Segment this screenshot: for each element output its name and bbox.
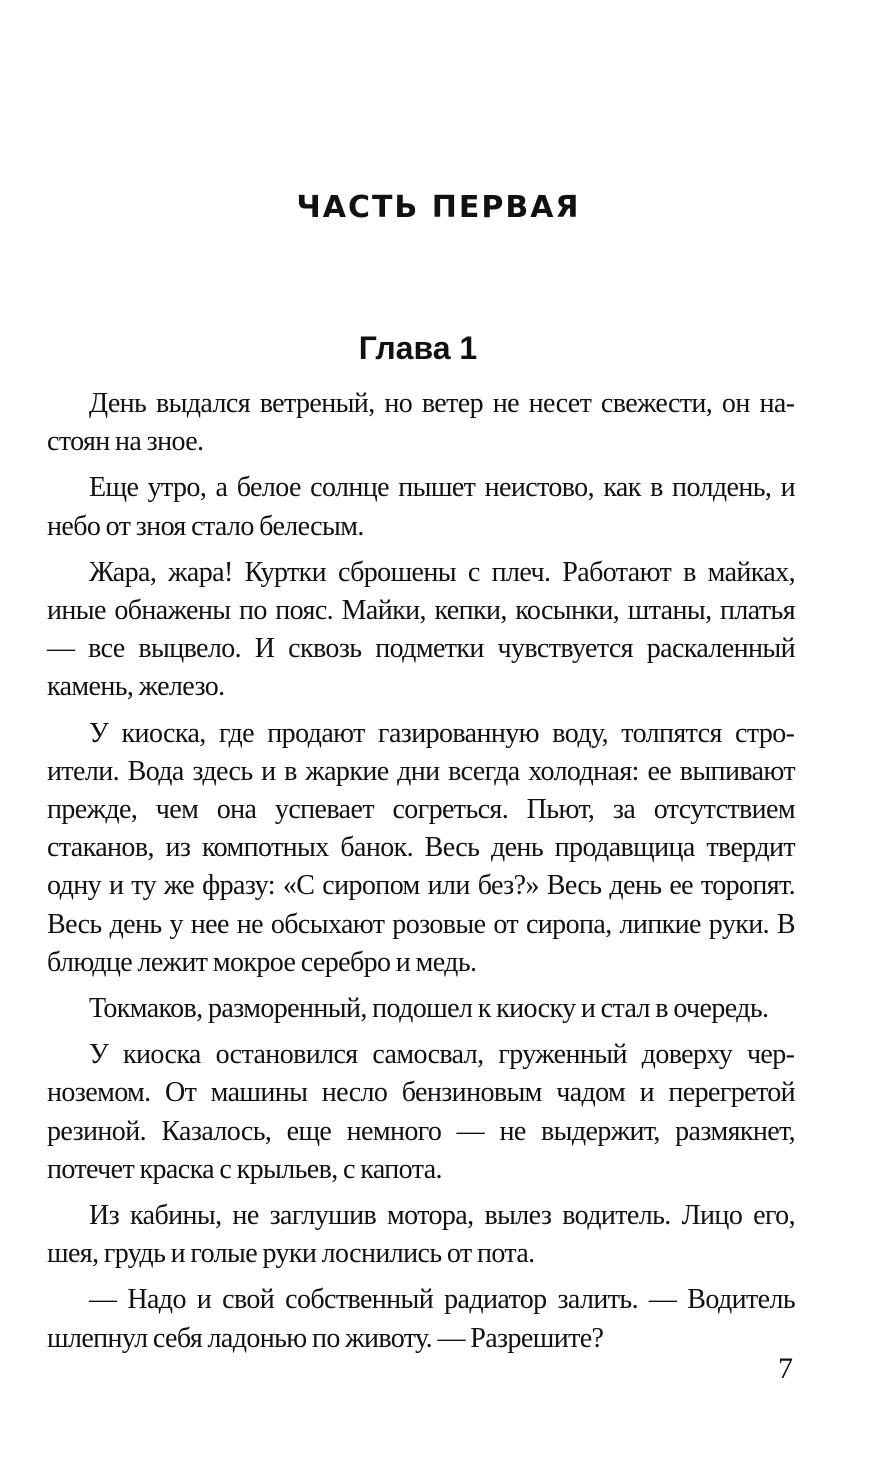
part-title: ЧАСТЬ ПЕРВАЯ <box>296 190 581 225</box>
chapter-title: Глава 1 <box>358 330 478 366</box>
page-number: 7 <box>778 1352 793 1385</box>
paragraph: Жара, жара! Куртки сброшены с плеч. Работают в майках, иные обнажены по пояс. Майки, кепки, косынки, штаны, платья — все выцвело. И сквозь подметки чувствуется раскаленный камень, железо. <box>47 556 795 703</box>
paragraph: — Надо и свой собственный радиатор залить. — Водитель шлепнул себя ладонью по животу. — Разрешите? <box>47 1284 795 1354</box>
paragraph: У киоска, где продают газированную воду, толпятся строители. Вода здесь и в жаркие дни всегда холодная: ее выпивают прежде, чем она успевает согреться. Пьют, за отсутствием стаканов, из компотных банок. Весь день продавщица твердит одну и ту же фразу: «С сиропом или без?» Весь день ее торопят. Весь день у нее не обсыхают розовые от сиропа, липкие руки. В блюдце лежит мокрое серебро и медь. <box>47 717 795 978</box>
paragraph: День выдался ветреный, но ветер не несет свежести, он настоян на зное. <box>47 388 795 458</box>
paragraph: У киоска остановился самосвал, груженный доверху черноземом. От машины несло бензиновым чадом и перегретой резиной. Казалось, еще немного — не выдержит, размякнет, потечет краска с крыльев, с капота. <box>47 1039 795 1185</box>
paragraph: Токмаков, разморенный, подошел к киоску и стал в очередь. <box>89 993 769 1025</box>
chapter-body <box>47 385 795 1366</box>
paragraph: Из кабины, не заглушив мотора, вылез водитель. Лицо его, шея, грудь и голые руки лоснились от пота. <box>47 1200 795 1270</box>
paragraph: Еще утро, а белое солнце пышет неистово, как в полдень, и небо от зноя стало белесым. <box>47 472 795 542</box>
